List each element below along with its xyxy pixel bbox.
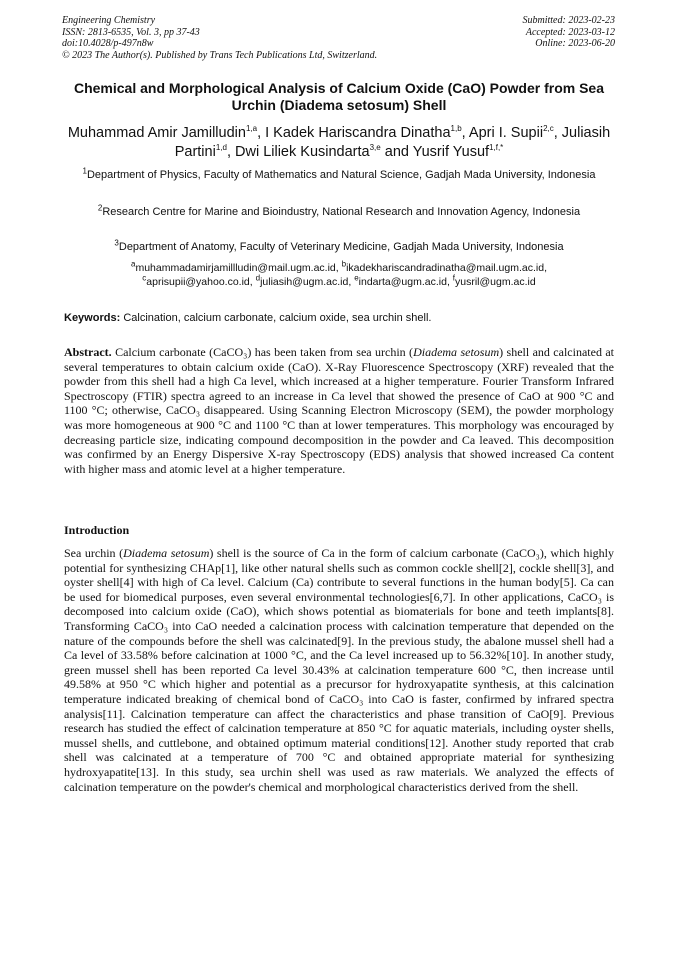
email-mark: f	[452, 273, 456, 283]
author-affiliation-mark: 3,e	[369, 143, 381, 153]
author-name: Apri I. Supii	[468, 125, 544, 141]
online-date: Online: 2023-06-20	[535, 38, 615, 50]
email-address[interactable]: ikadekhariscandradinatha@mail.ugm.ac.id	[346, 262, 545, 274]
keywords-label: Keywords:	[64, 312, 121, 324]
accepted-date: Accepted: 2023-03-12	[525, 26, 615, 38]
email-mark: a	[131, 259, 136, 269]
affiliation-1	[60, 168, 618, 183]
email-address[interactable]: indarta@ugm.ac.id	[358, 276, 447, 288]
email-mark: d	[255, 273, 261, 283]
author-affiliation-mark: 1,d	[215, 143, 227, 153]
journal-header	[62, 15, 377, 61]
keywords	[64, 311, 616, 325]
author-affiliation-mark: 2,c	[543, 124, 554, 134]
email-mark: c	[142, 273, 147, 283]
author-affiliation-mark: 1,b	[450, 124, 462, 134]
copyright-notice: © 2023 The Author(s). Published by Trans Tech Publications Ltd, Switzerland.	[62, 49, 378, 61]
author-affiliation-mark: 1,a	[245, 124, 258, 134]
abstract-label: Abstract.	[64, 345, 112, 359]
introduction-text: Sea urchin (Diadema setosum) shell is the source of Ca in the form of calcium carbonate (CaCO₃), which highly potential for synthesizing CHAp[1], like other natural shells such as common cockle shell[2], cockle shell[3], and oyster shell[4] with high of Ca level. Calcium (Ca) contribute to several functions in the human body[5]. Ca can be used for biomedical purposes, even several environmental technologies[6,7]. In other applications, CaCO₃ is decomposed into calcium oxide (CaO), which shows potential as biomaterials for bone and teeth implants[8]. Transforming CaCO₃ into CaO needed a calcination process with calcination temperature that depended on the nature of the compounds before the shell was calcinated[9]. In the previous study, the abalone mussel shell had a Ca level of 33.58% before calcination at 1000 °C, and the Ca level increased up to 56.32%[10]. In another study, green mussel shell has been reported Ca level 30.43% at calcination temperature 600 °C, then increase until 49.58% at 950 °C which higher and potential as a precursor for hydroxyapatite synthesis, at this calcination temperature indicated breaking of chemical bond of CaCO₃ into CaO is faster, confirmed by infrared spectra analysis[11]. Calcination temperature can affect the characteristics and phase transition of CaO[9]. Previous research has studied the effect of calcination temperature at 850 °C for aquatic materials, including oyster shells, mussel shells, and cuttlebone, and obtained optimum material conditions[12]. Another study reported that crab shell was calcinated at a temperature of 700 °C and obtained appropriate material for synthesizing hydroxyapatite[13]. In this study, sea urchin shell was used as raw materials. We analyzed the effects of calcination temperature on the powder's chemical and morphological characteristics derived from the shell.	[64, 546, 614, 794]
email-address[interactable]: juliasih@ugm.ac.id	[260, 276, 349, 288]
email-mark: b	[341, 259, 347, 269]
email-address[interactable]: yusril@ugm.ac.id	[455, 276, 536, 288]
author-name: Yusrif Yusuf	[412, 144, 490, 160]
keywords-text: Calcination, calcium carbonate, calcium oxide, sea urchin shell.	[123, 312, 432, 324]
email-address[interactable]: aprisupii@yahoo.co.id	[146, 276, 250, 288]
author-name: Juliasih Partini	[174, 125, 611, 160]
species-name: Diadema setosum	[123, 546, 210, 560]
author-name: Dwi Liliek Kusindarta	[235, 144, 370, 160]
affiliation-3	[60, 240, 618, 255]
affiliation-number: 2	[97, 203, 103, 213]
paper-title: Chemical and Morphological Analysis of Calcium Oxide (CaO) Powder from Sea Urchin (Diadema setosum) Shell	[73, 80, 605, 113]
affiliation-text: Department of Anatomy, Faculty of Veterinary Medicine, Gadjah Mada University, Indonesia	[118, 241, 564, 253]
affiliation-text: Department of Physics, Faculty of Mathematics and Natural Science, Gadjah Mada University, Indonesia	[86, 169, 596, 181]
journal-issn: ISSN: 2813-6535, Vol. 3, pp 37-43	[62, 26, 200, 38]
introduction-body	[64, 546, 614, 794]
author-name: I Kadek Hariscandra Dinatha	[265, 125, 451, 141]
email-mark: e	[354, 273, 359, 283]
journal-doi[interactable]: doi:10.4028/p-497n8w	[62, 38, 154, 50]
journal-name: Engineering Chemistry	[62, 15, 156, 26]
abstract	[64, 345, 614, 476]
affiliation-2	[60, 205, 618, 220]
introduction-heading: Introduction	[64, 523, 130, 537]
affiliation-text: Research Centre for Marine and Bioindustry, National Research and Innovation Agency, Indonesia	[102, 206, 581, 218]
dates-header	[523, 15, 616, 50]
submitted-date: Submitted: 2023-02-23	[522, 15, 615, 26]
species-name: Diadema setosum	[413, 345, 500, 359]
abstract-text: Calcium carbonate (CaCO₃) has been taken from sea urchin (Diadema setosum) shell and calcinated at several temperatures to obtain calcium oxide (CaO). X-Ray Fluorescence Spectroscopy (XRF) revealed that the powder from this shell had a high Ca level, which increased at a higher temperature. Fourier Transform Infrared Spectroscopy (FTIR) spectra agreed to an increase in Ca level that showed the presence of CaO at 900 °C and 1100 °C; otherwise, CaCO₃ disappeared. Using Scanning Electron Microscopy (SEM), the powder morphology was more homogeneous at 900 °C and 1100 °C than at lower temperatures. This morphology was encouraged by decreasing particle size, indicating compound decomposition in the powder and Ca leaved. This decomposition was confirmed by an Energy Dispersive X-ray Spectroscopy (EDS) analysis that showed increased Ca content with higher mass and atomic level at a higher temperature.	[64, 345, 615, 476]
author-list: Muhammad Amir Jamilludin$^{1,a}$, I Kadek Hariscandra Dinatha$^{1,b}$, Apri I. Supii$^{2,c}$, Juliasih Partini$^{1,d}$, Dwi Liliek Kusindarta$^{3,e}$ and Yusrif Yusuf$^{1,f,*}$	[67, 124, 611, 160]
affiliation-number: 3	[114, 238, 119, 248]
author-affiliation-mark: 1,f,*	[489, 143, 504, 153]
email-address[interactable]: muhammadamirjamillludin@mail.ugm.ac.id	[135, 262, 336, 274]
affiliation-number: 1	[82, 166, 87, 176]
author-name: Muhammad Amir Jamilludin	[67, 125, 246, 141]
email-list: $^a$muhammadamirjamillludin@mail.ugm.ac.id, $^b$ikadekhariscandradinatha@mail.ugm.ac.id, $^c$aprisupii@yahoo.co.id, $^d$juliasih@ugm.ac.id, $^e$indarta@ugm.ac.id, $^f$yusril@ugm.ac.id	[131, 259, 547, 288]
